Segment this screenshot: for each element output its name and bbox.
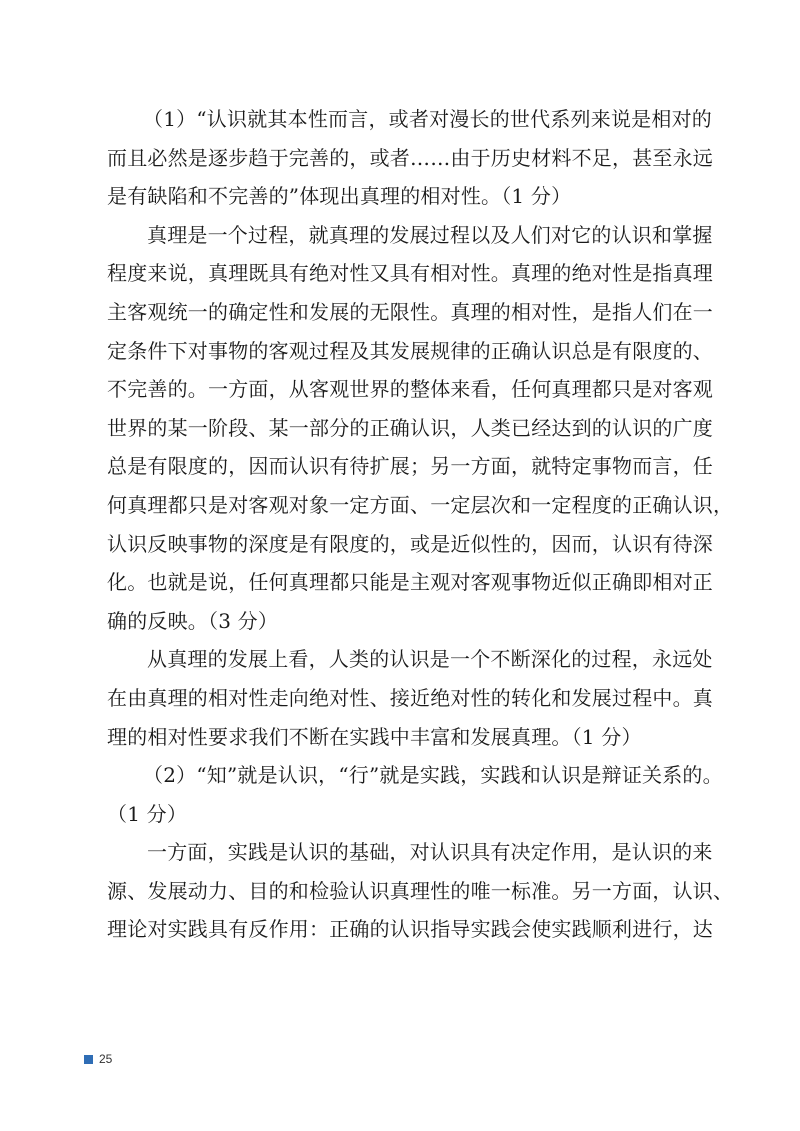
square-marker-icon (84, 1055, 93, 1064)
text-line: 总是有限度的，因而认识有待扩展；另一方面，就特定事物而言，任 (107, 454, 713, 479)
text-line: 何真理都只是对客观对象一定方面、一定层次和一定程度的正确认识， (107, 492, 734, 517)
text-line: 源、发展动力、目的和检验认识真理性的唯一标准。另一方面，认识、 (107, 878, 734, 903)
text-line: 理论对实践具有反作用：正确的认识指导实践会使实践顺利进行，达 (107, 917, 713, 942)
text-line: 而且必然是逐步趋于完善的，或者……由于历史材料不足，甚至永远 (107, 145, 713, 170)
text-line: 是有缺陷和不完善的”体现出真理的相对性。（1 分） (107, 184, 572, 209)
page-footer (84, 1052, 112, 1066)
text-line: （1）“认识就其本性而言，或者对漫长的世代系列来说是相对的 (143, 107, 712, 131)
text-line: 世界的某一阶段、某一部分的正确认识，人类已经达到的认识的广度 (107, 415, 713, 440)
text-line: 化。也就是说，任何真理都只能是主观对客观事物近似正确即相对正 (107, 570, 713, 595)
page-number: 25 (99, 1052, 113, 1066)
text-line: 不完善的。一方面，从客观世界的整体来看，任何真理都只是对客观 (107, 377, 713, 402)
text-line: （1 分） (107, 801, 188, 826)
text-line: 从真理的发展上看，人类的认识是一个不断深化的过程，永远处 (147, 647, 713, 672)
text-line: 主客观统一的确定性和发展的无限性。真理的相对性，是指人们在一 (107, 299, 713, 324)
text-line: 真理是一个过程，就真理的发展过程以及人们对它的认识和掌握 (147, 222, 713, 247)
text-line: 认识反映事物的深度是有限度的，或是近似性的，因而，认识有待深 (107, 531, 713, 556)
text-line: 一方面，实践是认识的基础，对认识具有决定作用，是认识的来 (147, 840, 713, 865)
text-line: 程度来说，真理既具有绝对性又具有相对性。真理的绝对性是指真理 (107, 261, 713, 286)
text-line: 在由真理的相对性走向绝对性、接近绝对性的转化和发展过程中。真 (107, 685, 713, 710)
text-line: 理的相对性要求我们不断在实践中丰富和发展真理。（1 分） (107, 724, 642, 749)
text-line: 定条件下对事物的客观过程及其发展规律的正确认识总是有限度的、 (107, 338, 713, 363)
text-line: 确的反映。（3 分） (107, 608, 279, 633)
text-line: （2）“知”就是认识，“行”就是实践，实践和认识是辩证关系的。 (143, 763, 723, 788)
document-body (107, 100, 734, 949)
